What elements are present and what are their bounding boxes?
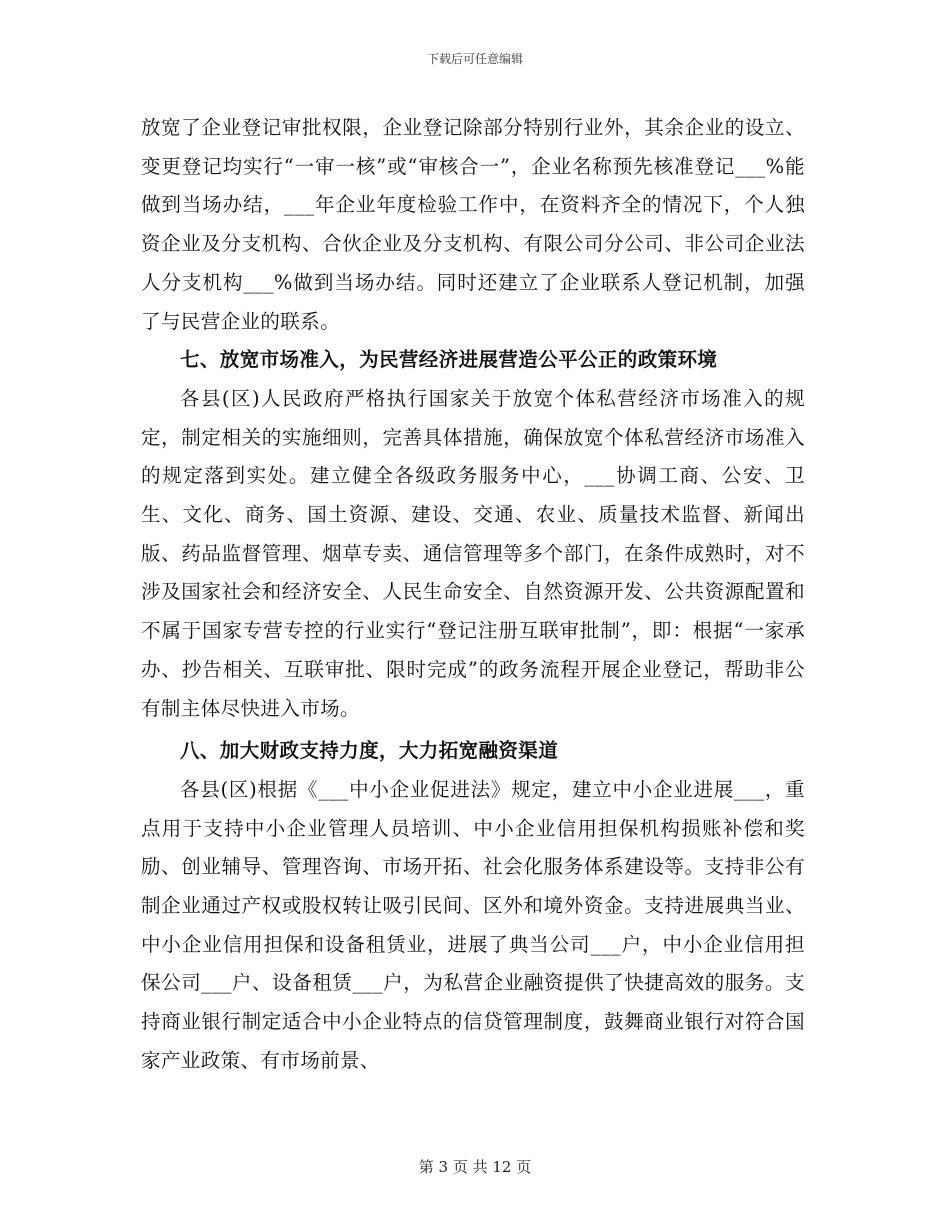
paragraph-market-access: 各县(区)人民政府严格执行国家关于放宽个体私营经济市场准入的规定，制定相关的实施细则，完善具体措施，确保放宽个体私营经济市场准入的规定落到实处。建立健全各级政务服务中心，___协调工商、公安、卫生、文化、商务、国土资源、建设、交通、农业、质量技术监督、新闻出版、药品监督管理、烟草专卖、通信管理等多个部门，在条件成熟时，对不涉及国家社会和经济安全、人民生命安全、自然资源开发、公共资源配置和不属于国家专营专控的行业实行“登记注册互联审批制”，即：根据“一家承办、抄告相关、互联审批、限时完成”的政务流程开展企业登记，帮助非公有制主体尽快进入市场。 xyxy=(141,386,805,720)
paragraph-fiscal-support: 各县(区)根据《___中小企业促进法》规定，建立中小企业进展___，重点用于支持中小企业管理人员培训、中小企业信用担保机构损账补偿和奖励、创业辅导、管理咨询、市场开拓、社会化服务体系建设等。支持非公有制企业通过产权或股权转让吸引民间、区外和境外资金。支持进展典当业、中小企业信用担保和设备租赁业，进展了典当公司___户，中小企业信用担保公司___户、设备租赁___户，为私营企业融资提供了快捷高效的服务。支持商业银行制定适合中小企业特点的信贷管理制度，鼓舞商业银行对符合国家产业政策、有市场前景、 xyxy=(141,777,805,1072)
page-number-footer: 第 3 页 共 12 页 xyxy=(418,1158,532,1176)
paragraph-registration-approval: 放宽了企业登记审批权限，企业登记除部分特别行业外，其余企业的设立、变更登记均实行“一审一核”或“审核合一”，企业名称预先核准登记___%能做到当场办结，___年企业年度检验工作中，在资料齐全的情况下，个人独资企业及分支机构、合伙企业及分支机构、有限公司分公司、非公司企业法人分支机构___%做到当场办结。同时还建立了企业联系人登记机制，加强了与民营企业的联系。 xyxy=(141,116,805,333)
page-header-note: 下载后可任意编辑 xyxy=(426,52,523,66)
section-heading-8: 八、加大财政支持力度，大力拓宽融资渠道 xyxy=(180,739,559,763)
document-body xyxy=(141,109,805,1081)
section-heading-7: 七、放宽市场准入，为民营经济进展营造公平公正的政策环境 xyxy=(180,348,718,372)
